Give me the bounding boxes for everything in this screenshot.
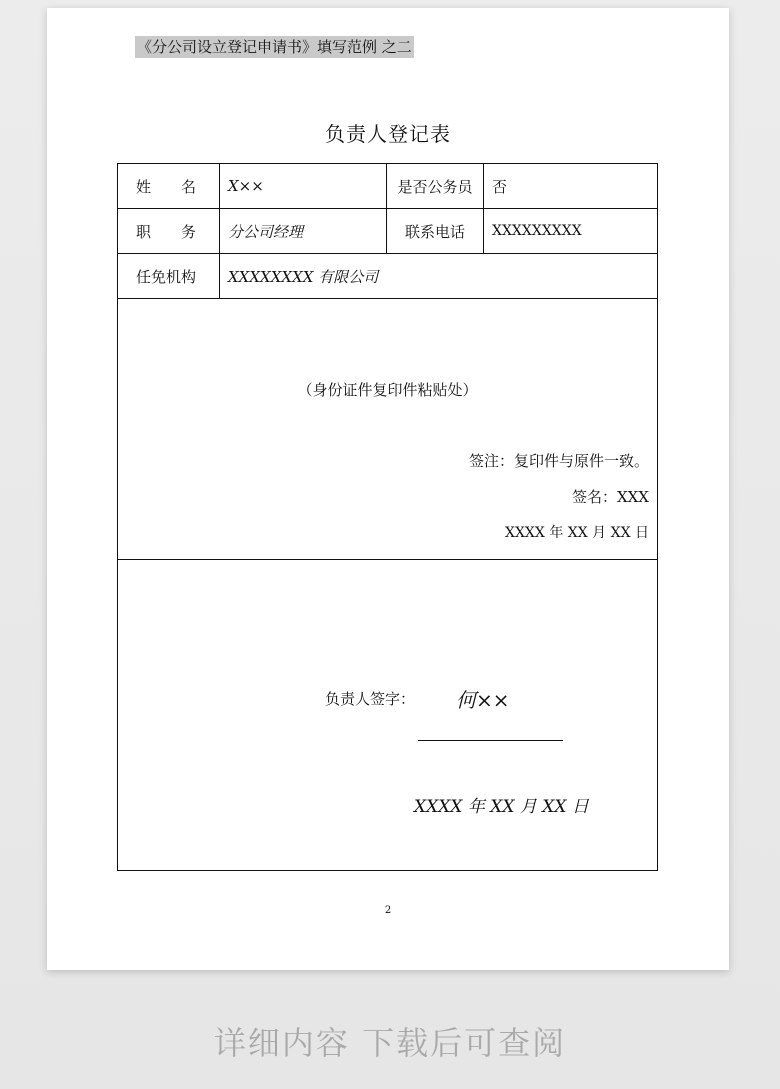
name-value: X×× — [220, 164, 387, 209]
name-label: 姓 名 — [118, 164, 220, 209]
document-title: 负责人登记表 — [325, 122, 451, 146]
phone-value: XXXXXXXXX — [484, 209, 658, 254]
table-row — [118, 164, 658, 209]
table-row — [118, 209, 658, 254]
duty-label: 职 务 — [118, 209, 220, 254]
signature-date: XXXX 年 XX 月 XX 日 — [414, 797, 589, 817]
civil-servant-value: 否 — [484, 164, 658, 209]
id-copy-hint: （身份证件复印件粘贴处） — [297, 381, 478, 399]
signature-area — [118, 560, 658, 871]
id-copy-area — [118, 299, 658, 560]
table-row — [118, 254, 658, 299]
footer-caption: 详细内容 下载后可查阅 — [213, 1024, 567, 1062]
table-row — [118, 299, 658, 560]
header-tag: 《分公司设立登记申请书》填写范例 之二 — [137, 38, 412, 56]
signature-line — [418, 740, 563, 741]
duty-value: 分公司经理 — [220, 209, 387, 254]
appointing-org-value: XXXXXXXX 有限公司 — [220, 254, 658, 299]
appointing-org-label: 任免机构 — [118, 254, 220, 299]
copy-note: 签注：复印件与原件一致。 — [468, 452, 649, 470]
registration-table — [117, 163, 658, 871]
table-row — [118, 560, 658, 871]
copy-date: XXXX 年 XX 月 XX 日 — [505, 525, 649, 541]
page-number: 2 — [384, 905, 392, 916]
civil-servant-label: 是否公务员 — [387, 164, 484, 209]
copy-signature: 签名：XXX — [571, 488, 649, 506]
signature-value: 何×× — [456, 688, 510, 712]
document-page — [47, 8, 729, 970]
phone-label: 联系电话 — [387, 209, 484, 254]
signature-label: 负责人签字： — [325, 690, 416, 708]
